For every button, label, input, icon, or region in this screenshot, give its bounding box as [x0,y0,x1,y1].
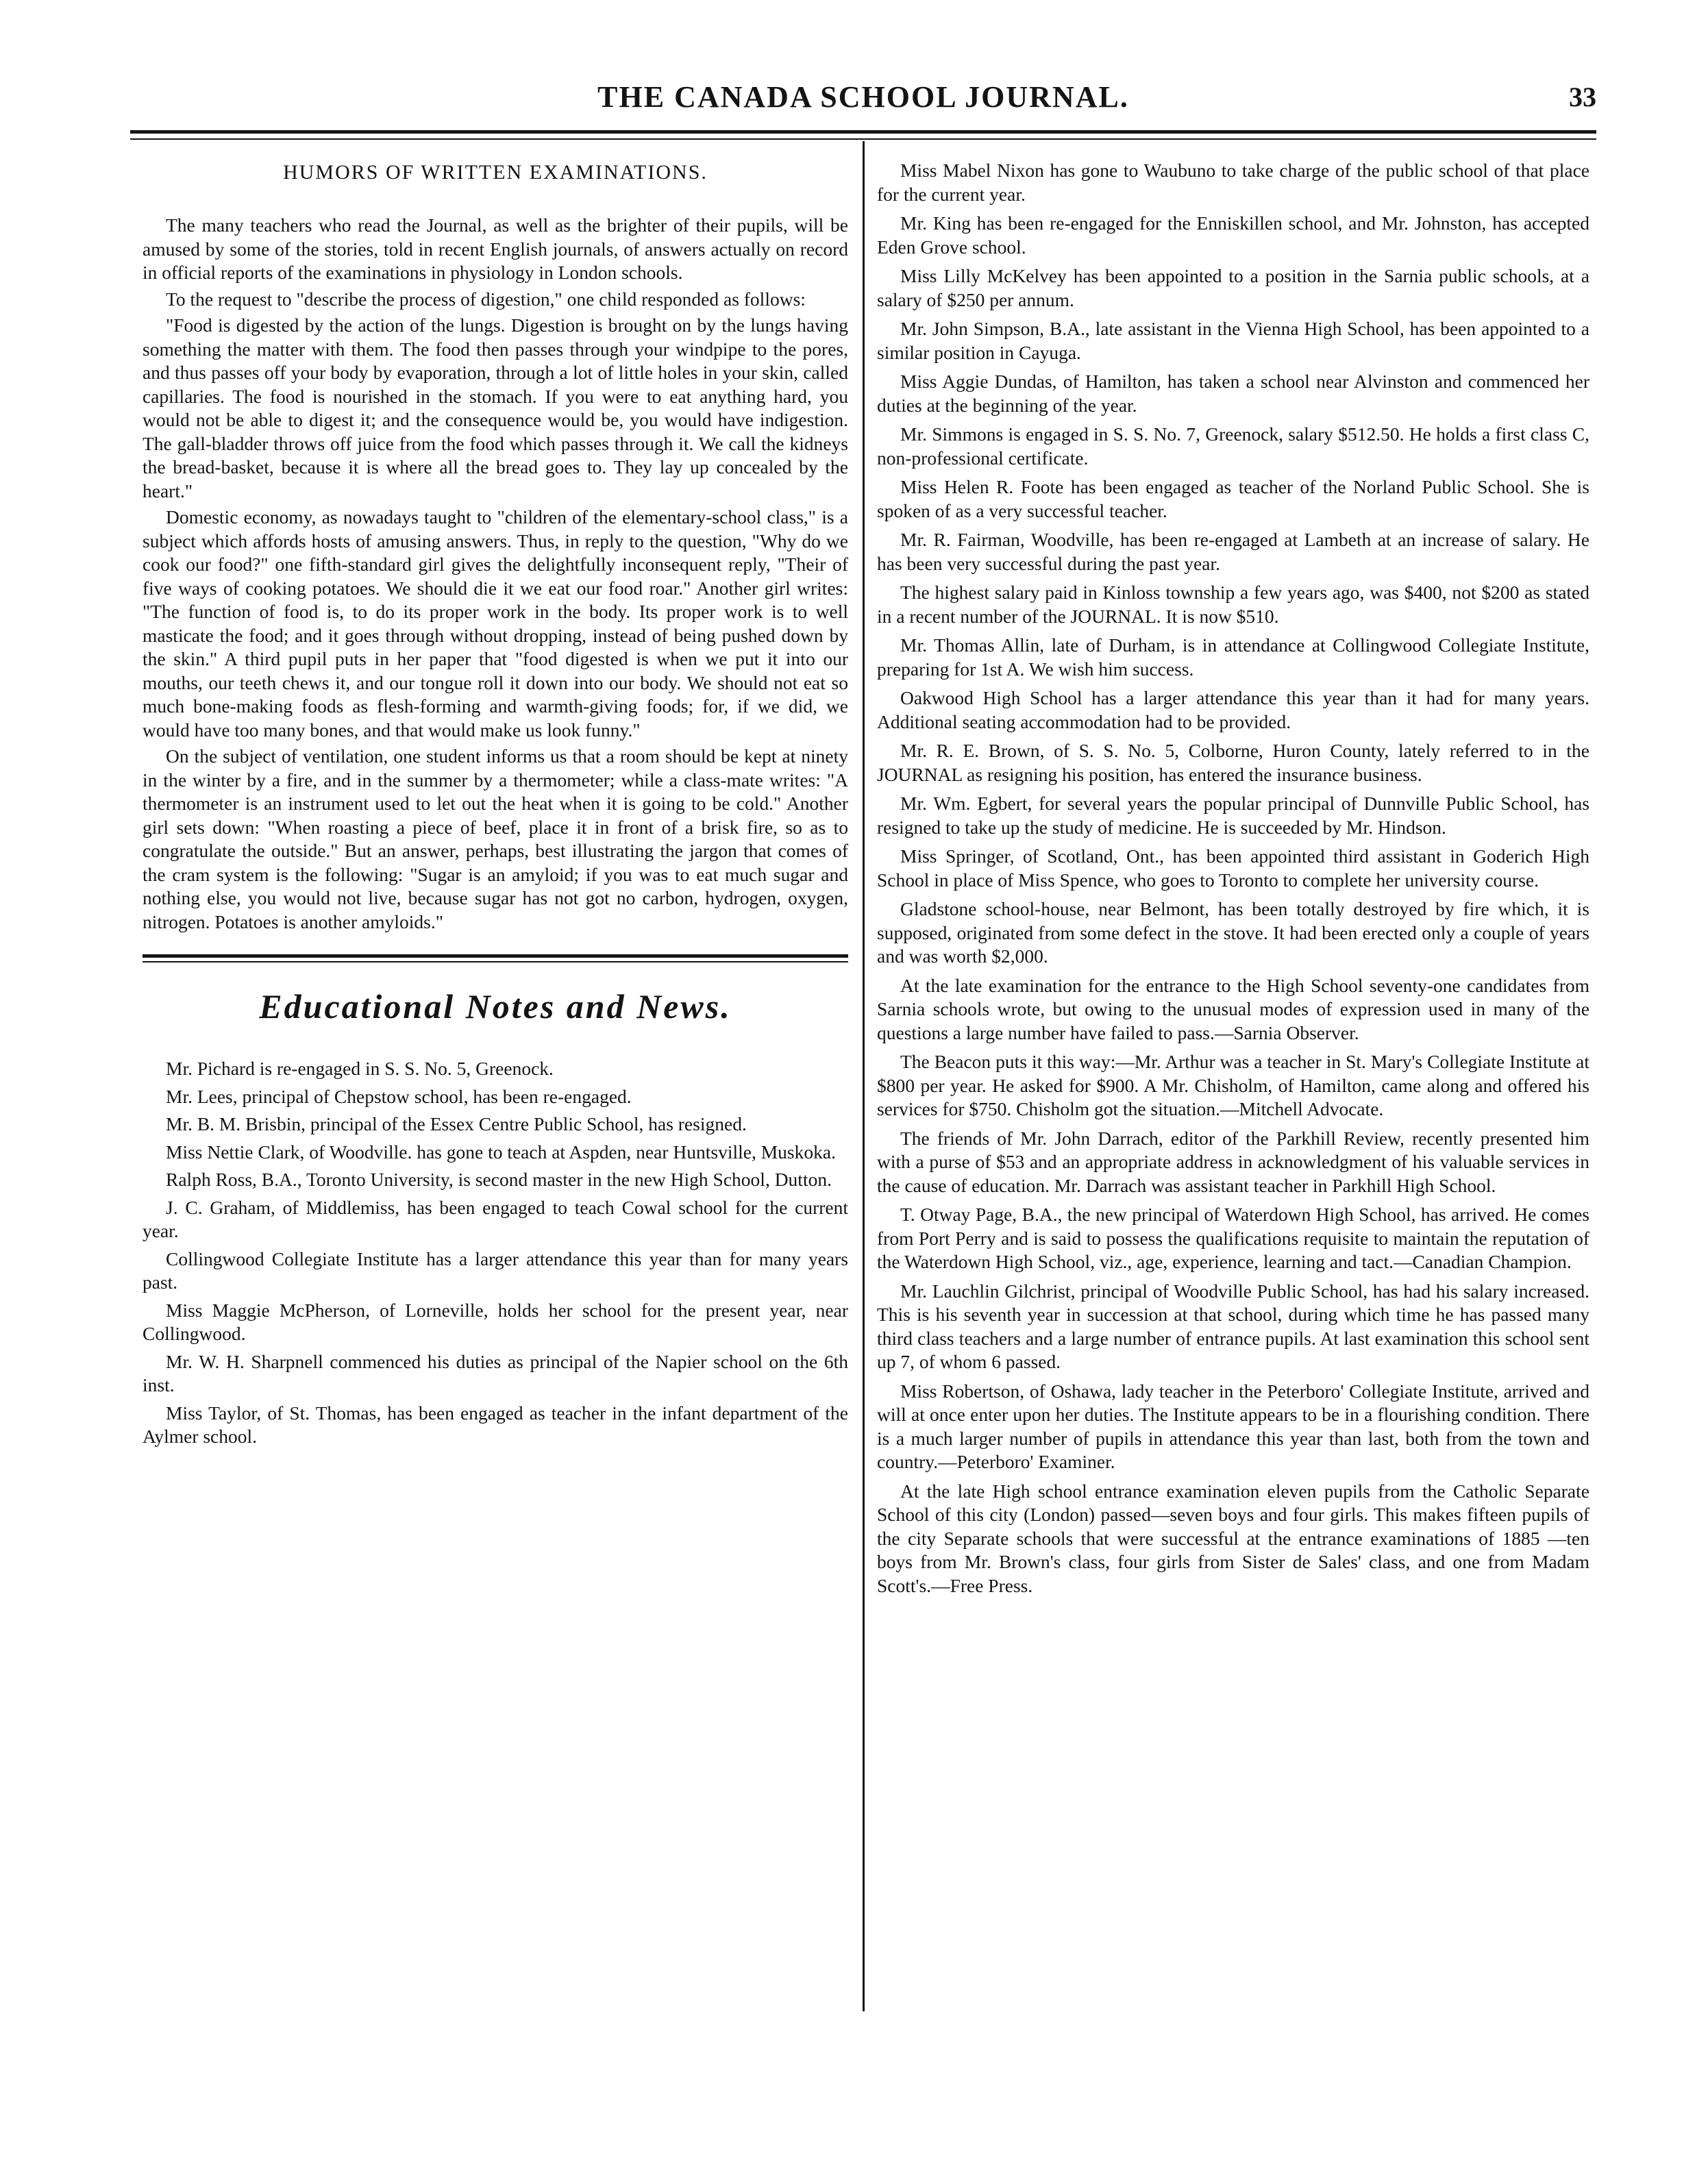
news-item: Mr. Simmons is engaged in S. S. No. 7, Greenock, salary $512.50. He holds a first class C, non-professional certificate. [877,423,1589,469]
news-item: T. Otway Page, B.A., the new principal of Waterdown High School, has arrived. He comes from Port Perry and is said to possess the qualifications requisite to maintain the reputation of the Waterdown High School, viz., age, experience, learning and tact.—Canadian Champion. [877,1204,1589,1272]
news-item: Collingwood Collegiate Institute has a larger attendance this year than for many years past. [143,1247,848,1293]
news-item: Gladstone school-house, near Belmont, has been totally destroyed by fire which, it is supposed, originated from some defect in the stove. It had been erected only a couple of years and was worth $2,000. [877,898,1589,967]
news-item: Miss Robertson, of Oshawa, lady teacher in the Peterboro' Collegiate Institute, arrived and will at once enter upon her duties. The Institute appears to be in a flourishing condition. There is a much larger number of pupils in attendance this year than last, both from the town and country.—Peterboro' Examiner. [877,1380,1589,1472]
left-column [143,159,848,1453]
page-number: 33 [1569,82,1596,112]
news-list-left [143,1057,848,1449]
page-header [130,77,1596,118]
news-item: Mr. Wm. Egbert, for several years the popular principal of Dunnville Public School, has resigned to take up the study of medicine. He is succeeded by Mr. Hindson. [877,793,1589,838]
news-item: Mr. Lauchlin Gilchrist, principal of Woodville Public School, has had his salary increased. This is his seventh year in succession at that school, during which time he has passed many third class teachers and a large number of entrance pupils. At last examination this school sent up 7, of whom 6 passed. [877,1280,1589,1372]
column-divider [863,141,865,2011]
news-item: Miss Nettie Clark, of Woodville. has gone to teach at Aspden, near Huntsville, Muskoka. [166,1141,836,1163]
news-item: Mr. Pichard is re-engaged in S. S. No. 5, Greenock. [166,1058,554,1079]
humors-section-title: HUMORS OF WRITTEN EXAMINATIONS. [283,161,708,184]
news-item: Mr. John Simpson, B.A., late assistant in the Vienna High School, has been appointed to a similar position in Cayuga. [877,318,1589,363]
section-divider [143,954,848,963]
news-item: The Beacon puts it this way:—Mr. Arthur was a teacher in St. Mary's Collegiate Institute at $800 per year. He asked for $900. A Mr. Chisholm, of Hamilton, came along and offered his services for $750. Chisholm got the situation.—Mitchell Advocate. [877,1051,1589,1119]
news-item: The friends of Mr. John Darrach, editor of the Parkhill Review, recently presented him with a purse of $53 and an appropriate address in acknowledgment of his valuable services in the cause of education. Mr. Darrach was assistant teacher in Parkhill High School. [877,1127,1589,1196]
news-item: Ralph Ross, B.A., Toronto University, is second master in the new High School, Dutton. [166,1169,832,1190]
news-item: Miss Springer, of Scotland, Ont., has been appointed third assistant in Goderich High School in place of Miss Spence, who goes to Toronto to complete her university course. [877,845,1589,891]
news-item: At the late High school entrance examination eleven pupils from the Catholic Separate School of this city (London) passed—seven boys and four girls. This makes fifteen pupils of the city Separate schools that were successful at the entrance examinations of 1885 —ten boys from Mr. Brown's class, four girls from Sister de Sales' class, and one from Madam Scott's.—Free Press. [877,1480,1589,1596]
article-paragraph: The many teachers who read the Journal, as well as the brighter of their pupils, will be amused by some of the stories, told in recent English journals, of answers actually on record in official reports of the examinations in physiology in London schools. [143,214,848,283]
news-item: Mr. Thomas Allin, late of Durham, is in attendance at Collingwood Collegiate Institute, preparing for 1st A. We wish him success. [877,634,1589,680]
news-item: Miss Maggie McPherson, of Lorneville, holds her school for the present year, near Collingwood. [143,1299,848,1344]
news-item: The highest salary paid in Kinloss township a few years ago, was $400, not $200 as stated in a recent number of the JOURNAL. It is now $510. [877,582,1589,627]
news-item: Mr. R. Fairman, Woodville, has been re-engaged at Lambeth at an increase of salary. He has been very successful during the past year. [877,529,1589,574]
news-item: At the late examination for the entrance to the High School seventy-one candidates from Sarnia schools wrote, but owing to the unusual modes of expression used in many of the questions a large number have failed to pass.—Sarnia Observer. [877,974,1589,1043]
news-item: Oakwood High School has a larger attendance this year than it had for many years. Additional seating accommodation had to be provided. [877,687,1589,732]
news-item: Mr. R. E. Brown, of S. S. No. 5, Colborne, Huron County, lately referred to in the JOURNAL as resigning his position, has entered the insurance business. [877,740,1589,785]
news-item: Miss Lilly McKelvey has been appointed to a position in the Sarnia public schools, at a salary of $250 per annum. [877,265,1589,310]
right-column [877,159,1589,1603]
news-item: Mr. B. M. Brisbin, principal of the Essex Centre Public School, has resigned. [166,1113,747,1134]
news-item: Mr. W. H. Sharpnell commenced his duties as principal of the Napier school on the 6th inst. [143,1350,848,1395]
news-item: Miss Mabel Nixon has gone to Waubuno to take charge of the public school of that place for the current year. [877,160,1589,205]
article-paragraph: To the request to "describe the process of digestion," one child responded as follows: [166,288,806,310]
news-item: J. C. Graham, of Middlemiss, has been engaged to teach Cowal school for the current year. [143,1196,848,1241]
news-item: Miss Aggie Dundas, of Hamilton, has taken a school near Alvinston and commenced her duties at the beginning of the year. [877,371,1589,416]
article-paragraph: "Food is digested by the action of the lungs. Digestion is brought on by the lungs having something the matter with them. The food then passes through your windpipe to the pores, and thus passes off your body by evaporation, through a lot of little holes in your skin, called capillaries. The food is nourished in the stomach. If you were to eat anything hard, you would not be able to digest it; and the consequence would be, you would have indigestion. The gall-bladder throws off juice from the food which passes through it. We call the kidneys the bread-basket, because it is where all the bread goes to. They lay up concealed by the heart." [143,314,848,501]
humors-article [143,214,848,934]
article-paragraph: On the subject of ventilation, one student informs us that a room should be kept at ninety in the winter by a fire, and in the summer by a thermometer; while a class-mate writes: "A thermometer is an instrument used to let out the heat when it is going to be cold." Another girl sets down: "When roasting a piece of beef, place it in front of a brisk fire, so as to congratulate the outside." But an answer, perhaps, best illustrating the jargon that comes of the cram system is the following: "Sugar is an amyloid; if you was to eat much sugar and nothing else, you would not live, because sugar has not got no carbon, hydrogen, oxygen, nitrogen. Potatoes is another amyloids." [143,745,848,932]
article-paragraph: Domestic economy, as nowadays taught to "children of the elementary-school class," is a subject which affords hosts of amusing answers. Thus, in reply to the question, "Why do we cook our food?" one fifth-standard girl gives the delightfully inconsequent reply, "Their of five ways of cooking potatoes. We should die it we eat our food roar." Another girl writes: "The function of food is, to do its proper work in the body. Its proper work is to well masticate the food; and it goes through without dropping, instead of being pushed down by the skin." A third pupil puts in her paper that "food digested is when we put it into our mouths, our teeth chews it, and our tongue roll it down into our body. We should not eat so much bone-making foods as flesh-forming and warmth-giving foods; for, if we did, we would have too many bones, and that would make us look funny." [143,506,848,741]
news-item: Mr. King has been re-engaged for the Enniskillen school, and Mr. Johnston, has accepted Eden Grove school. [877,212,1589,258]
news-item: Miss Taylor, of St. Thomas, has been engaged as teacher in the infant department of the Aylmer school. [143,1402,848,1447]
header-rule [130,130,1596,140]
news-item: Mr. Lees, principal of Chepstow school, has been re-engaged. [166,1085,632,1107]
news-item: Miss Helen R. Foote has been engaged as teacher of the Norland Public School. She is spoken of as a very successful teacher. [877,476,1589,521]
journal-title: THE CANADA SCHOOL JOURNAL. [597,80,1129,114]
news-section-title: Educational Notes and News. [259,987,732,1026]
